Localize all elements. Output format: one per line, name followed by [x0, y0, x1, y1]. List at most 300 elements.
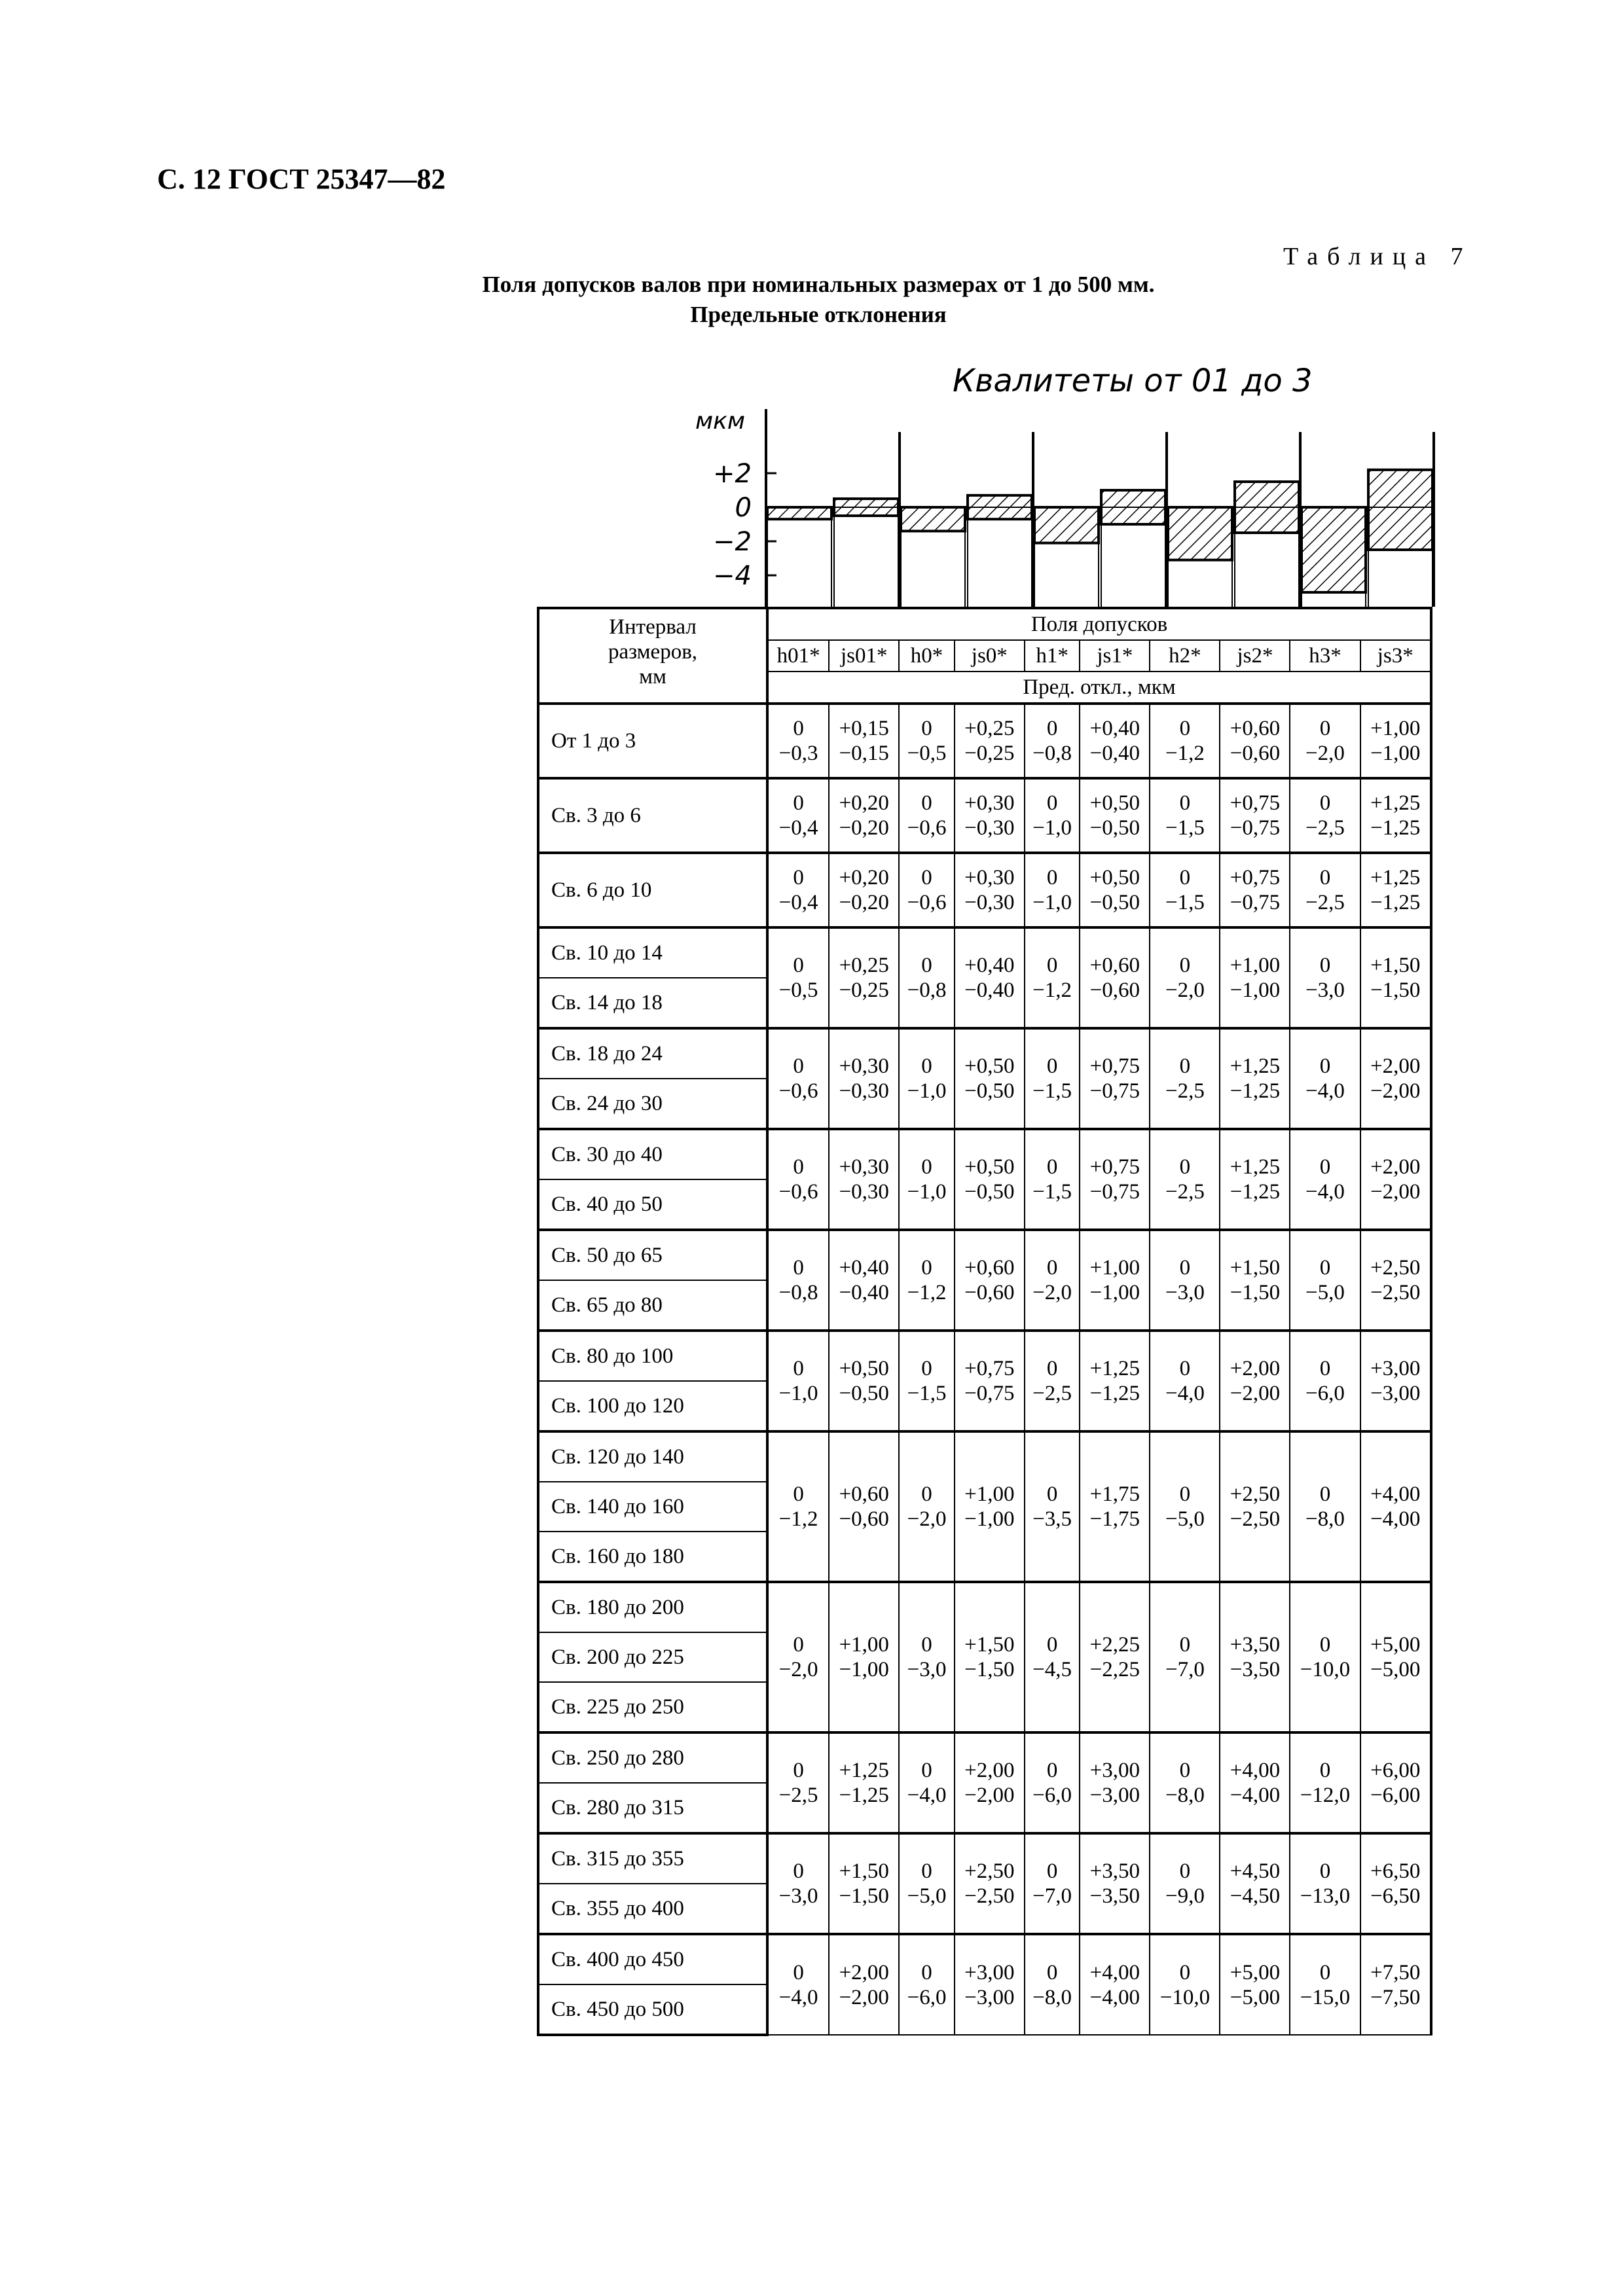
deviation-cell	[767, 1230, 829, 1331]
tolerance-field-h3	[1302, 507, 1366, 592]
upper-deviation: 0	[921, 1357, 932, 1380]
upper-deviation: 0	[921, 1633, 932, 1657]
lower-deviation: −4,50	[1230, 1884, 1281, 1908]
deviation-cell	[1290, 1230, 1360, 1331]
deviation-cell	[829, 1431, 899, 1582]
lower-deviation: −0,6	[778, 1180, 818, 1204]
lower-deviation: −1,5	[1165, 816, 1205, 840]
upper-deviation: +2,00	[1370, 1054, 1421, 1078]
lower-deviation: −1,0	[907, 1180, 947, 1204]
lower-deviation: −2,00	[1370, 1079, 1421, 1103]
deviation-cell	[829, 704, 899, 778]
deviation-cell	[1025, 1582, 1080, 1732]
upper-deviation: +2,50	[964, 1859, 1015, 1883]
upper-deviation: 0	[1046, 1256, 1058, 1280]
deviation-cell	[767, 704, 829, 778]
deviation-cell	[1220, 1230, 1290, 1331]
deviation-cell	[1150, 853, 1220, 927]
upper-deviation: 0	[793, 717, 804, 740]
upper-deviation: +3,50	[1230, 1633, 1281, 1657]
lower-deviation: −0,6	[778, 1079, 818, 1103]
upper-deviation: 0	[793, 954, 804, 977]
deviation-cell	[829, 927, 899, 1028]
interval-cell: Св. 18 до 24	[538, 1028, 767, 1079]
lower-deviation: −2,5	[1305, 891, 1345, 914]
lower-deviation: −0,50	[1089, 816, 1140, 840]
y-tick-label: 0	[735, 493, 752, 523]
deviation-cell	[1290, 704, 1360, 778]
upper-deviation: 0	[793, 1256, 804, 1280]
lower-deviation: −2,0	[1032, 1281, 1072, 1304]
deviation-cell	[1150, 704, 1220, 778]
lower-deviation: −6,0	[1305, 1382, 1345, 1405]
lower-deviation: −0,60	[1089, 978, 1140, 1002]
column-header-js3: js3*	[1360, 640, 1431, 672]
lower-deviation: −0,6	[907, 816, 947, 840]
upper-deviation: +4,50	[1230, 1859, 1281, 1883]
lower-deviation: −3,0	[1165, 1281, 1205, 1304]
lower-deviation: −2,0	[907, 1507, 947, 1531]
table-title-line2: Предельные отклонения	[690, 302, 947, 327]
deviation-cell	[1360, 1833, 1431, 1934]
deviation-cell	[1080, 1431, 1150, 1582]
lower-deviation: −0,75	[1230, 891, 1281, 914]
units-header: Пред. откл., мкм	[767, 672, 1431, 704]
lower-deviation: −0,60	[964, 1281, 1015, 1304]
lower-deviation: −2,50	[1370, 1281, 1421, 1304]
deviation-cell	[1220, 853, 1290, 927]
interval-cell: Св. 80 до 100	[538, 1331, 767, 1381]
upper-deviation: +1,50	[964, 1633, 1015, 1657]
interval-cell: Св. 450 до 500	[538, 1984, 767, 2035]
upper-deviation: +7,50	[1370, 1960, 1421, 1984]
lower-deviation: −4,5	[1032, 1658, 1072, 1681]
upper-deviation: 0	[921, 1155, 932, 1179]
deviation-cell	[1150, 1230, 1220, 1331]
deviation-cell	[899, 704, 955, 778]
upper-deviation: 0	[1179, 954, 1191, 977]
upper-deviation: 0	[1046, 1759, 1058, 1782]
interval-cell: Св. 355 до 400	[538, 1884, 767, 1934]
tolerance-field-h01	[767, 507, 831, 519]
lower-deviation: −12,0	[1300, 1784, 1351, 1807]
lower-deviation: −0,50	[839, 1382, 889, 1405]
deviation-cell	[955, 927, 1025, 1028]
deviation-cell	[829, 853, 899, 927]
deviation-cell	[767, 1431, 829, 1582]
lower-deviation: −0,75	[1089, 1079, 1140, 1103]
upper-deviation: 0	[793, 1759, 804, 1782]
deviation-cell	[1290, 1833, 1360, 1934]
column-header-js1: js1*	[1080, 640, 1150, 672]
lower-deviation: −2,0	[778, 1658, 818, 1681]
lower-deviation: −0,15	[839, 742, 889, 765]
deviation-cell	[1080, 1732, 1150, 1833]
deviation-cell	[767, 1833, 829, 1934]
interval-cell: Св. 280 до 315	[538, 1783, 767, 1833]
deviation-cell	[955, 853, 1025, 927]
lower-deviation: −0,30	[839, 1180, 889, 1204]
lower-deviation: −0,50	[1089, 891, 1140, 914]
upper-deviation: +0,75	[964, 1357, 1015, 1380]
upper-deviation: 0	[1179, 1256, 1191, 1280]
upper-deviation: +1,25	[1370, 791, 1421, 815]
deviation-cell	[899, 1230, 955, 1331]
upper-deviation: 0	[1046, 1859, 1058, 1883]
lower-deviation: −7,50	[1370, 1985, 1421, 2009]
upper-deviation: +1,00	[1370, 717, 1421, 740]
upper-deviation: 0	[1179, 1357, 1191, 1380]
column-header-js0: js0*	[955, 640, 1025, 672]
lower-deviation: −1,50	[964, 1658, 1015, 1681]
lower-deviation: −6,50	[1370, 1884, 1421, 1908]
lower-deviation: −1,0	[778, 1382, 818, 1405]
upper-deviation: +0,25	[964, 717, 1015, 740]
deviation-cell	[1220, 1028, 1290, 1129]
deviation-cell	[955, 1833, 1025, 1934]
interval-cell: Св. 50 до 65	[538, 1230, 767, 1280]
lower-deviation: −0,8	[778, 1281, 818, 1304]
upper-deviation: +0,20	[839, 866, 889, 889]
lower-deviation: −1,25	[1230, 1180, 1281, 1204]
deviation-cell	[1025, 853, 1080, 927]
deviation-cell	[1025, 1431, 1080, 1582]
upper-deviation: 0	[1319, 1759, 1331, 1782]
lower-deviation: −1,2	[1032, 978, 1072, 1002]
deviation-cell	[1360, 1582, 1431, 1732]
deviation-cell	[1220, 1129, 1290, 1230]
upper-deviation: +2,00	[1230, 1357, 1281, 1380]
deviation-cell	[1025, 1331, 1080, 1431]
interval-header-line2: размеров,	[608, 640, 698, 664]
lower-deviation: −5,00	[1370, 1658, 1421, 1681]
deviation-cell	[1150, 1934, 1220, 2035]
upper-deviation: 0	[1319, 1482, 1331, 1506]
deviation-cell	[767, 778, 829, 853]
lower-deviation: −0,25	[839, 978, 889, 1002]
deviation-cell	[1080, 853, 1150, 927]
deviation-cell	[1220, 1582, 1290, 1732]
deviation-cell	[829, 1732, 899, 1833]
deviation-cell	[829, 1129, 899, 1230]
deviation-cell	[1290, 1934, 1360, 2035]
column-header-h0: h0*	[899, 640, 955, 672]
lower-deviation: −2,5	[778, 1784, 818, 1807]
upper-deviation: +3,00	[1370, 1357, 1421, 1380]
tolerance-field-js01	[834, 499, 898, 516]
lower-deviation: −3,50	[1230, 1658, 1281, 1681]
lower-deviation: −1,00	[964, 1507, 1015, 1531]
upper-deviation: 0	[1046, 1482, 1058, 1506]
upper-deviation: +0,40	[964, 954, 1015, 977]
interval-cell: Св. 120 до 140	[538, 1431, 767, 1482]
upper-deviation: +0,40	[1089, 717, 1140, 740]
interval-cell: Св. 30 до 40	[538, 1129, 767, 1179]
lower-deviation: −3,0	[778, 1884, 818, 1908]
lower-deviation: −3,00	[964, 1985, 1015, 2009]
deviation-cell	[829, 1331, 899, 1431]
table-row	[538, 853, 1431, 927]
column-header-h2: h2*	[1150, 640, 1220, 672]
lower-deviation: −4,00	[1230, 1784, 1281, 1807]
lower-deviation: −0,6	[907, 891, 947, 914]
lower-deviation: −4,0	[1305, 1180, 1345, 1204]
deviation-cell	[1150, 778, 1220, 853]
table-row	[538, 1934, 1431, 1984]
upper-deviation: 0	[921, 1759, 932, 1782]
lower-deviation: −1,0	[1032, 891, 1072, 914]
deviation-cell	[899, 1732, 955, 1833]
lower-deviation: −0,25	[964, 742, 1015, 765]
upper-deviation: +0,60	[839, 1482, 889, 1506]
interval-cell: Св. 315 до 355	[538, 1833, 767, 1884]
lower-deviation: −1,0	[907, 1079, 947, 1103]
deviation-cell	[767, 1331, 829, 1431]
upper-deviation: 0	[1179, 866, 1191, 889]
upper-deviation: +0,75	[1089, 1155, 1140, 1179]
deviation-cell	[1290, 1028, 1360, 1129]
deviation-cell	[955, 1129, 1025, 1230]
lower-deviation: −3,00	[1089, 1784, 1140, 1807]
lower-deviation: −2,00	[1230, 1382, 1281, 1405]
deviation-cell	[829, 1230, 899, 1331]
upper-deviation: +1,25	[1230, 1054, 1281, 1078]
deviation-cell	[899, 1934, 955, 2035]
lower-deviation: −1,50	[1230, 1281, 1281, 1304]
deviation-cell	[1360, 1331, 1431, 1431]
deviation-cell	[1025, 1934, 1080, 2035]
upper-deviation: +0,60	[1230, 717, 1281, 740]
upper-deviation: +3,00	[964, 1960, 1015, 1984]
deviation-cell	[1290, 927, 1360, 1028]
table-title	[367, 270, 1270, 330]
y-tick-label: +2	[713, 459, 752, 489]
lower-deviation: −1,75	[1089, 1507, 1140, 1531]
lower-deviation: −8,0	[1165, 1784, 1205, 1807]
lower-deviation: −2,5	[1032, 1382, 1072, 1405]
interval-cell: Св. 24 до 30	[538, 1079, 767, 1129]
upper-deviation: 0	[793, 1155, 804, 1179]
lower-deviation: −2,00	[839, 1985, 889, 2009]
deviation-cell	[1080, 1028, 1150, 1129]
interval-cell: Св. 250 до 280	[538, 1732, 767, 1783]
interval-header	[538, 608, 767, 704]
lower-deviation: −1,5	[1032, 1079, 1072, 1103]
upper-deviation: +1,00	[1089, 1256, 1140, 1280]
deviation-cell	[1360, 1431, 1431, 1582]
table-row	[538, 1833, 1431, 1884]
interval-cell: Св. 200 до 225	[538, 1632, 767, 1682]
lower-deviation: −1,0	[1032, 816, 1072, 840]
deviation-cell	[1080, 778, 1150, 853]
upper-deviation: 0	[1046, 791, 1058, 815]
upper-deviation: 0	[1046, 1054, 1058, 1078]
lower-deviation: −4,00	[1370, 1507, 1421, 1531]
deviation-cell	[1080, 1129, 1150, 1230]
tolerance-field-js0	[968, 495, 1032, 519]
lower-deviation: −0,4	[778, 816, 818, 840]
deviation-cell	[1360, 704, 1431, 778]
deviation-cell	[1025, 927, 1080, 1028]
lower-deviation: −0,30	[839, 1079, 889, 1103]
lower-deviation: −2,0	[1305, 742, 1345, 765]
y-tick-label: −2	[713, 527, 752, 557]
upper-deviation: 0	[1179, 1759, 1191, 1782]
lower-deviation: −3,5	[1032, 1507, 1072, 1531]
deviation-cell	[767, 1934, 829, 2035]
column-header-h1: h1*	[1025, 640, 1080, 672]
interval-cell: Св. 40 до 50	[538, 1179, 767, 1230]
deviation-cell	[955, 1331, 1025, 1431]
upper-deviation: +0,30	[839, 1054, 889, 1078]
column-header-js2: js2*	[1220, 640, 1290, 672]
lower-deviation: −10,0	[1159, 1985, 1211, 2009]
lower-deviation: −1,50	[839, 1884, 889, 1908]
deviation-cell	[955, 1934, 1025, 2035]
column-header-js01: js01*	[829, 640, 899, 672]
upper-deviation: 0	[1179, 1859, 1191, 1883]
upper-deviation: +0,75	[1089, 1054, 1140, 1078]
lower-deviation: −1,25	[1089, 1382, 1140, 1405]
upper-deviation: +6,50	[1370, 1859, 1421, 1883]
interval-cell: Св. 180 до 200	[538, 1582, 767, 1632]
upper-deviation: +0,50	[964, 1054, 1015, 1078]
upper-deviation: 0	[1046, 1633, 1058, 1657]
table-row	[538, 1582, 1431, 1632]
upper-deviation: +2,00	[964, 1759, 1015, 1782]
lower-deviation: −10,0	[1300, 1658, 1351, 1681]
chart-y-unit-label: мкм	[695, 408, 746, 435]
upper-deviation: 0	[1319, 1633, 1331, 1657]
lower-deviation: −4,00	[1089, 1985, 1140, 2009]
upper-deviation: 0	[1046, 866, 1058, 889]
upper-deviation: +1,50	[839, 1859, 889, 1883]
lower-deviation: −0,40	[1089, 742, 1140, 765]
upper-deviation: +0,40	[839, 1256, 889, 1280]
upper-deviation: 0	[1179, 1155, 1191, 1179]
interval-cell: Св. 65 до 80	[538, 1280, 767, 1331]
lower-deviation: −5,0	[1305, 1281, 1345, 1304]
interval-cell: Св. 225 до 250	[538, 1682, 767, 1732]
deviation-cell	[767, 1129, 829, 1230]
deviation-cell	[1220, 1431, 1290, 1582]
upper-deviation: +0,75	[1230, 791, 1281, 815]
upper-deviation: 0	[793, 1054, 804, 1078]
upper-deviation: +0,50	[964, 1155, 1015, 1179]
lower-deviation: −0,4	[778, 891, 818, 914]
lower-deviation: −3,50	[1089, 1884, 1140, 1908]
deviation-cell	[1360, 1230, 1431, 1331]
upper-deviation: +2,50	[1230, 1482, 1281, 1506]
deviation-cell	[899, 1129, 955, 1230]
deviation-cell	[1025, 778, 1080, 853]
interval-cell: Св. 100 до 120	[538, 1381, 767, 1431]
lower-deviation: −2,5	[1165, 1079, 1205, 1103]
lower-deviation: −0,3	[778, 742, 818, 765]
lower-deviation: −3,00	[1370, 1382, 1421, 1405]
table-title-line1: Поля допусков валов при номинальных размерах от 1 до 500 мм.	[482, 272, 1155, 297]
lower-deviation: −0,60	[839, 1507, 889, 1531]
upper-deviation: +0,20	[839, 791, 889, 815]
tolerance-field-js3	[1368, 470, 1432, 550]
upper-deviation: +0,60	[1089, 954, 1140, 977]
deviation-cell	[899, 1028, 955, 1129]
deviation-cell	[899, 1833, 955, 1934]
deviation-cell	[1220, 927, 1290, 1028]
upper-deviation: 0	[1046, 1960, 1058, 1984]
upper-deviation: 0	[1319, 717, 1331, 740]
interval-header-line1: Интервал	[609, 615, 697, 639]
interval-cell: Св. 10 до 14	[538, 927, 767, 978]
deviation-cell	[1025, 1028, 1080, 1129]
lower-deviation: −1,25	[1230, 1079, 1281, 1103]
upper-deviation: 0	[1046, 954, 1058, 977]
lower-deviation: −5,0	[1165, 1507, 1205, 1531]
upper-deviation: 0	[793, 1633, 804, 1657]
deviation-cell	[1290, 1431, 1360, 1582]
upper-deviation: +1,25	[1089, 1357, 1140, 1380]
deviation-cell	[1360, 927, 1431, 1028]
deviation-cell	[1220, 778, 1290, 853]
upper-deviation: 0	[1179, 1482, 1191, 1506]
lower-deviation: −2,0	[1165, 978, 1205, 1002]
upper-deviation: 0	[921, 1482, 932, 1506]
lower-deviation: −0,50	[964, 1180, 1015, 1204]
deviation-cell	[1360, 853, 1431, 927]
deviation-cell	[955, 1028, 1025, 1129]
deviation-cell	[1150, 1129, 1220, 1230]
tolerance-field-h2	[1168, 507, 1232, 560]
lower-deviation: −2,00	[1370, 1180, 1421, 1204]
upper-deviation: 0	[1319, 1357, 1331, 1380]
deviation-cell	[829, 1934, 899, 2035]
upper-deviation: +0,15	[839, 717, 889, 740]
upper-deviation: 0	[793, 1859, 804, 1883]
deviation-cell	[1150, 1732, 1220, 1833]
upper-deviation: 0	[1046, 717, 1058, 740]
deviation-cell	[1220, 1732, 1290, 1833]
interval-cell: Св. 400 до 450	[538, 1934, 767, 1984]
upper-deviation: 0	[793, 866, 804, 889]
deviation-cell	[955, 704, 1025, 778]
column-header-h01: h01*	[767, 640, 829, 672]
deviation-cell	[1220, 1833, 1290, 1934]
deviation-cell	[1150, 927, 1220, 1028]
upper-deviation: 0	[1046, 1155, 1058, 1179]
tolerance-field-h1	[1034, 507, 1099, 543]
upper-deviation: +1,75	[1089, 1482, 1140, 1506]
deviation-cell	[955, 1431, 1025, 1582]
lower-deviation: −1,2	[778, 1507, 818, 1531]
upper-deviation: +4,00	[1089, 1960, 1140, 1984]
lower-deviation: −0,20	[839, 891, 889, 914]
lower-deviation: −1,00	[839, 1658, 889, 1681]
upper-deviation: 0	[921, 866, 932, 889]
deviation-cell	[1290, 1129, 1360, 1230]
lower-deviation: −8,0	[1032, 1985, 1072, 2009]
chart-title: Квалитеты от 01 до 3	[953, 363, 1313, 399]
deviation-cell	[1290, 778, 1360, 853]
upper-deviation: 0	[793, 1482, 804, 1506]
lower-deviation: −0,75	[1230, 816, 1281, 840]
deviation-cell	[1220, 704, 1290, 778]
deviation-cell	[1360, 1934, 1431, 2035]
upper-deviation: +6,00	[1370, 1759, 1421, 1782]
upper-deviation: 0	[793, 791, 804, 815]
lower-deviation: −2,50	[964, 1884, 1015, 1908]
upper-deviation: +4,00	[1230, 1759, 1281, 1782]
upper-deviation: +3,50	[1089, 1859, 1140, 1883]
